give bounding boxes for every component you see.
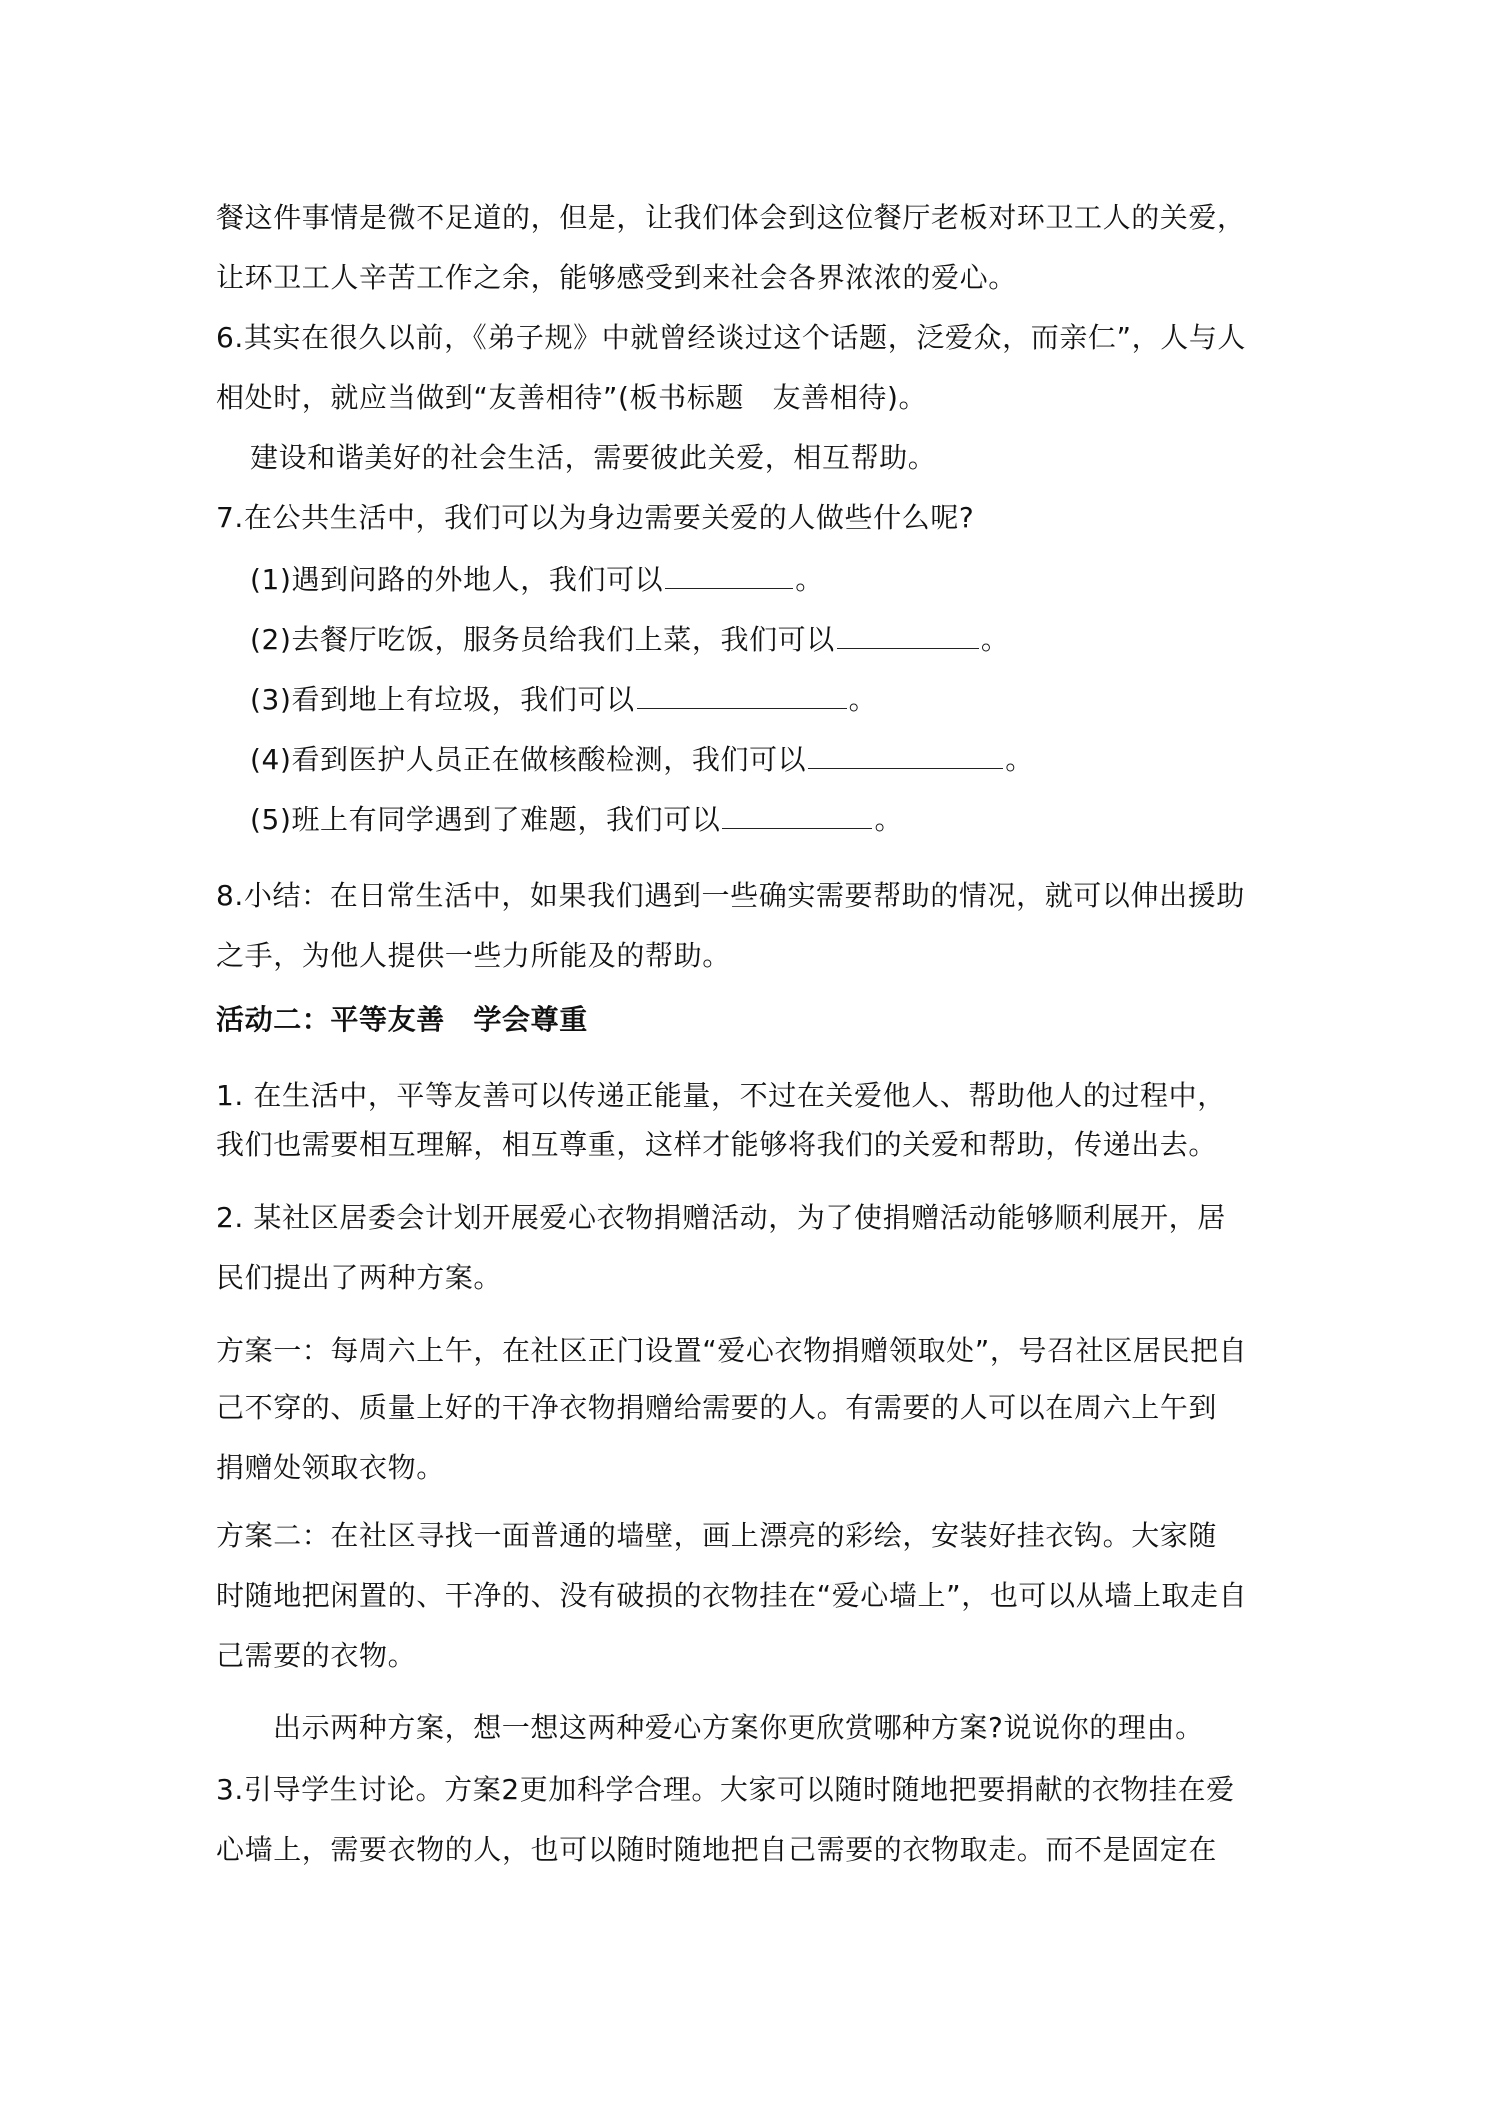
- fill-blank-item: [250, 680, 1330, 718]
- fill-blank-end: 。: [874, 803, 904, 836]
- paragraph-line: 6.其实在很久以前，《弟子规》中就曾经谈过这个话题，泛爱众，而亲仁”，人与人: [216, 321, 1247, 354]
- paragraph-line: 时随地把闲置的、干净的、没有破损的衣物挂在“爱心墙上”，也可以从墙上取走自: [216, 1579, 1248, 1612]
- paragraph-line: 8.小结：在日常生活中，如果我们遇到一些确实需要帮助的情况，就可以伸出援助: [216, 879, 1245, 912]
- paragraph-line: 2. 某社区居委会计划开展爱心衣物捐赠活动，为了使捐赠活动能够顺利展开，居: [216, 1201, 1226, 1234]
- fill-blank-prompt: (3)看到地上有垃圾，我们可以: [250, 683, 635, 716]
- paragraph-line: 己不穿的、质量上好的干净衣物捐赠给需要的人。有需要的人可以在周六上午到: [216, 1391, 1218, 1424]
- paragraph-line: 我们也需要相互理解，相互尊重，这样才能够将我们的关爱和帮助，传递出去。: [216, 1128, 1218, 1161]
- paragraph-line: 3.引导学生讨论。方案2更加科学合理。大家可以随时随地把要捐献的衣物挂在爱: [216, 1773, 1235, 1806]
- fill-blank-end: 。: [980, 623, 1010, 656]
- fill-blank-prompt: (1)遇到问路的外地人，我们可以: [250, 563, 664, 596]
- answer-blank[interactable]: [722, 800, 872, 829]
- fill-blank-item: [250, 560, 1330, 598]
- paragraph-line: 7.在公共生活中，我们可以为身边需要关爱的人做些什么呢?: [216, 501, 975, 534]
- paragraph-line: 建设和谐美好的社会生活，需要彼此关爱，相互帮助。: [250, 441, 937, 474]
- paragraph-line: 心墙上，需要衣物的人，也可以随时随地把自己需要的衣物取走。而不是固定在: [216, 1833, 1218, 1866]
- fill-blank-end: 。: [848, 683, 878, 716]
- fill-blank-end: 。: [795, 563, 824, 596]
- fill-blank-prompt: (2)去餐厅吃饭，服务员给我们上菜，我们可以: [250, 623, 835, 656]
- paragraph-line: 之手，为他人提供一些力所能及的帮助。: [216, 939, 731, 972]
- fill-blank-item: [250, 800, 1330, 838]
- section-heading: 活动二：平等友善 学会尊重: [216, 1003, 588, 1036]
- fill-blank-prompt: (5)班上有同学遇到了难题，我们可以: [250, 803, 721, 836]
- paragraph-line: 民们提出了两种方案。: [216, 1261, 503, 1294]
- fill-blank-item: [250, 740, 1330, 778]
- paragraph-line: 捐赠处领取衣物。: [216, 1451, 445, 1484]
- answer-blank[interactable]: [637, 680, 847, 709]
- paragraph-line: 餐这件事情是微不足道的，但是，让我们体会到这位餐厅老板对环卫工人的关爱，: [216, 201, 1246, 234]
- answer-blank[interactable]: [837, 620, 979, 649]
- paragraph-line: 1. 在生活中，平等友善可以传递正能量，不过在关爱他人、帮助他人的过程中，: [216, 1079, 1226, 1112]
- fill-blank-prompt: (4)看到医护人员正在做核酸检测，我们可以: [250, 743, 807, 776]
- answer-blank[interactable]: [808, 740, 1003, 769]
- paragraph-line: 己需要的衣物。: [216, 1639, 417, 1672]
- paragraph-line: 相处时，就应当做到“友善相待”(板书标题 友善相待)。: [216, 381, 928, 414]
- paragraph-line: 方案二：在社区寻找一面普通的墙壁，画上漂亮的彩绘，安装好挂衣钩。大家随: [216, 1519, 1218, 1552]
- paragraph-line: 出示两种方案，想一想这两种爱心方案你更欣赏哪种方案?说说你的理由。: [273, 1711, 1204, 1744]
- fill-blank-item: [250, 620, 1330, 658]
- paragraph-line: 让环卫工人辛苦工作之余，能够感受到来社会各界浓浓的爱心。: [216, 261, 1017, 294]
- answer-blank[interactable]: [665, 560, 793, 589]
- fill-blank-end: 。: [1005, 743, 1034, 776]
- paragraph-line: 方案一：每周六上午，在社区正门设置“爱心衣物捐赠领取处”，号召社区居民把自: [216, 1334, 1248, 1367]
